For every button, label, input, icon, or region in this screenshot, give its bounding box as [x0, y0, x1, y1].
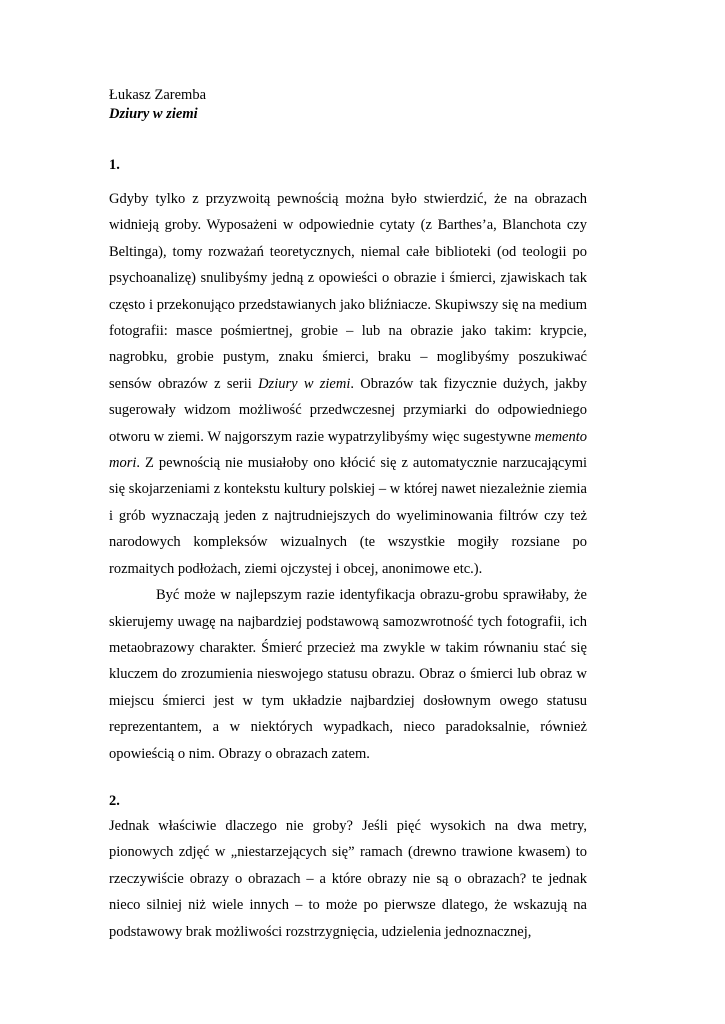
- document-page: [109, 86, 587, 945]
- section-1-heading: 1.: [109, 157, 120, 173]
- section-2-paragraph-1: Jednak właściwie dlaczego nie groby? Jeśli pięć wysokich na dwa metry, pionowych zdjęć w „niestarzejących się” ramach (drewno trawione kwasem) to rzeczywiście obrazy o obrazach – a które obrazy nie są o obrazach? te jednak nieco silniej niż wiele innych – to może po pierwsze dlatego, że wskazują na podstawowy brak możliwości rozstrzygnięcia, udzielenia jednoznacznej,: [109, 817, 587, 940]
- paragraph-text: Gdyby tylko z przyzwoitą pewnością można było stwierdzić, że na obrazach widnieją groby. Wyposażeni w odpowiednie cytaty (z Barthes’a, Blanchota czy Beltinga), tomy rozważań teoretycznych, niemal całe biblioteki (od teologii po psychoanalizę) snulibyśmy jedną z opowieści o obrazie i śmierci, zjawiskach tak często i przekonująco przedstawianych jako bliźniacze. Skupiwszy się na medium fotografii: masce pośmiertnej, grobie – lub na obrazie jako takim: krypcie, nagrobku, grobie pustym, znaku śmierci, braku – moglibyśmy poszukiwać sensów obrazów z serii: [109, 191, 587, 392]
- paragraph-text: . Obrazów tak fizycznie dużych, jakby sugerowały widzom możliwość przedwczesnej przymiarki do odpowiedniego otworu w ziemi. W najgorszym razie wypatrzylibyśmy więc sugestywne: [109, 375, 588, 445]
- memento-mori-italic: memento mori: [109, 428, 587, 472]
- section-2-heading: 2.: [109, 792, 120, 809]
- section-1-paragraph-2: Być może w najlepszym razie identyfikacja obrazu-grobu sprawiłaby, że skierujemy uwagę na najbardziej podstawową samozwrotność tych fotografii, ich metaobrazowy charakter. Śmierć przecież ma zwykle w takim równaniu stać się kluczem do zrozumienia nieswojego statusu obrazu. Obraz o śmierci lub obraz w miejscu śmierci jest w tym układzie najbardziej dosłownym owego statusu reprezentantem, a w niektórych wypadkach, nieco paradoksalnie, również opowieścią o nim. Obrazy o obrazach zatem.: [109, 587, 587, 762]
- series-title-italic: Dziury w ziemi: [258, 375, 351, 392]
- paragraph-text: . Z pewnością nie musiałoby ono kłócić się z automatycznie narzucającymi się skojarzeniami z kontekstu kultury polskiej – w której nawet niezależnie ziemia i grób wyznaczają jeden z najtrudniejszych do wyeliminowania filtrów czy też narodowych kompleksów wizualnych (te wszystkie mogiły rozsiane po rozmaitych podłożach, ziemi ojczystej i obcej, anonimowe etc.).: [109, 455, 587, 577]
- document-title: Dziury w ziemi: [109, 106, 198, 122]
- section-1-paragraph-1: [109, 186, 587, 582]
- author-name: Łukasz Zaremba: [109, 87, 207, 103]
